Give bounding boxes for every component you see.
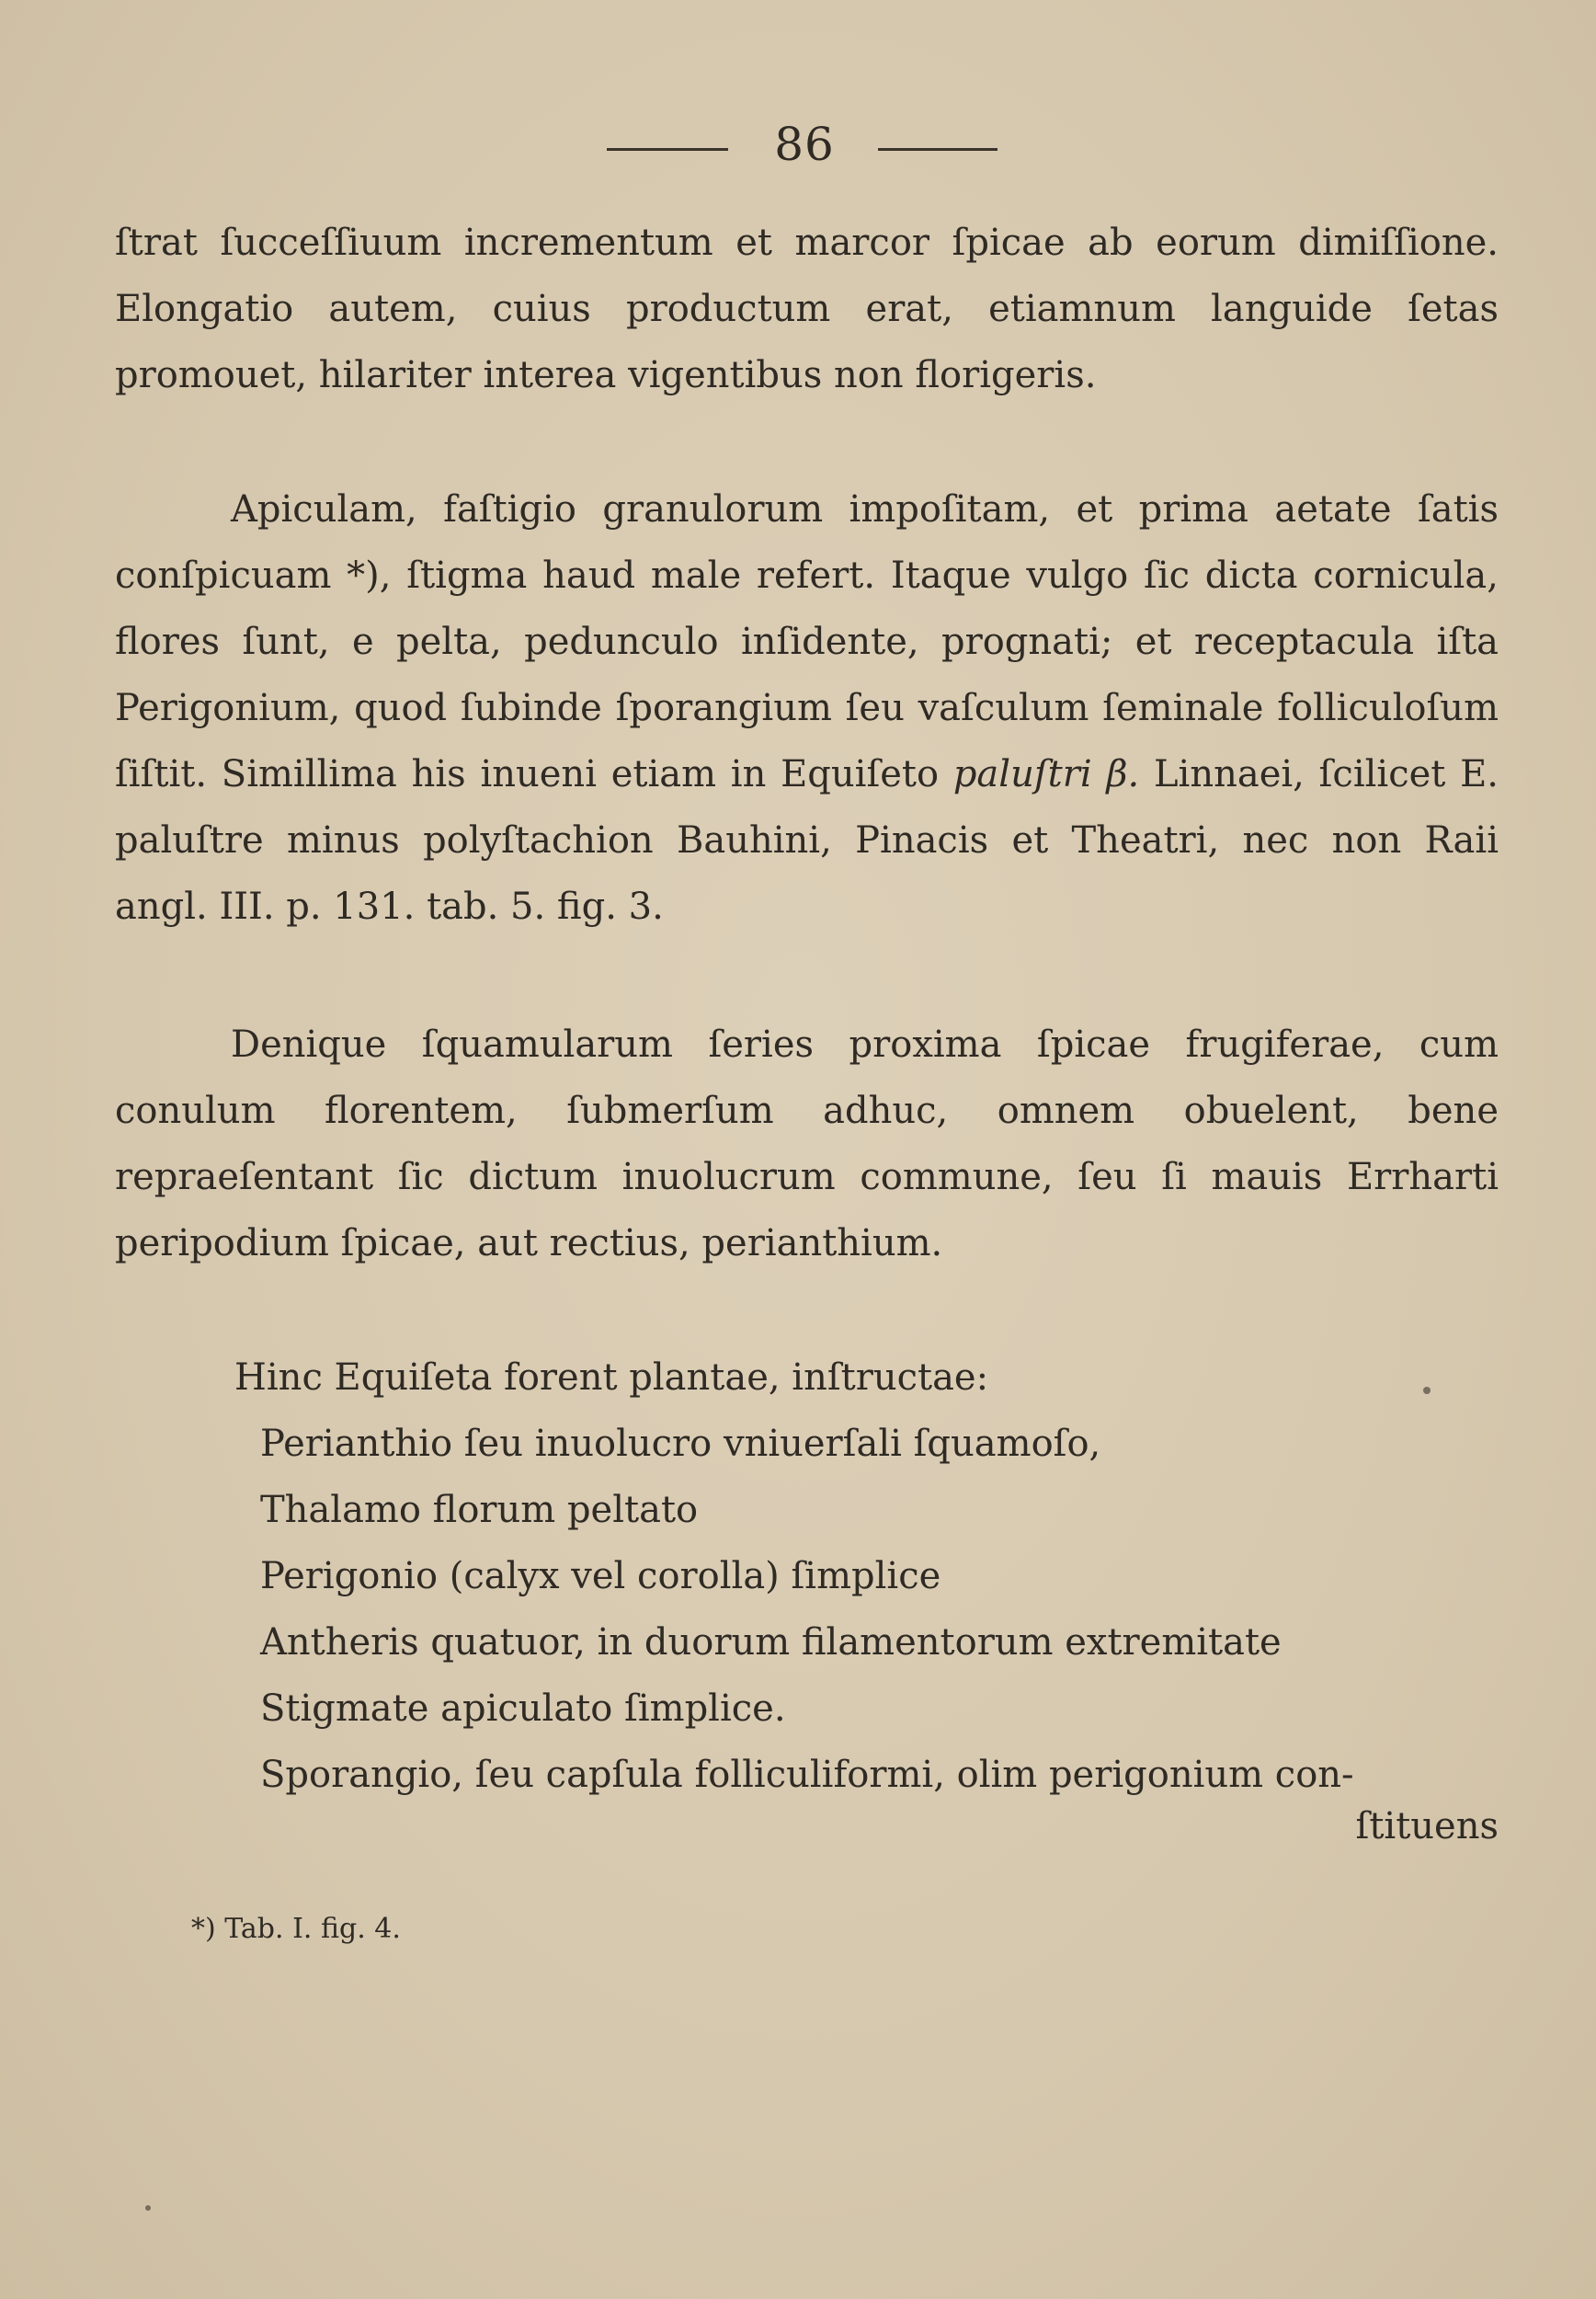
characteristics-list: [115, 1411, 1499, 1808]
page-header: [0, 118, 1596, 182]
ink-speck: [145, 2205, 151, 2211]
list-item: Antheris quatuor, in duorum filamentorum extremitate: [260, 1621, 1282, 1664]
header-rule-right: [878, 148, 998, 151]
list-intro: Hinc Equiſeta forent plantae, inſtructae:: [234, 1356, 989, 1399]
list-item: Sporangio, ſeu capſula folliculiformi, olim perigonium con-: [260, 1754, 1354, 1796]
paragraph-2-text-b: Linnaei, ſcilicet E. paluſtre minus polyſtachion Bauhini, Pinacis et Theatri, nec non Raii angl. III. p. 131. tab. 5. fig. 3.: [115, 753, 1499, 928]
paragraph-gap: [115, 940, 1499, 1012]
paragraph-1: ſtrat ſucceſſiuum incrementum et marcor ſpicae ab eorum dimiſſione. Elongatio autem, cuius productum erat, etiamnum languide ſetas promouet, hilariter interea vigentibus non florigeris.: [115, 222, 1499, 396]
list-item: Perigonio (calyx vel corolla) ſimplice: [260, 1555, 941, 1597]
page-number: 86: [774, 118, 835, 171]
list-item: Perianthio ſeu inuolucro vniuerſali ſquamoſo,: [260, 1423, 1101, 1465]
header-rule-left: [607, 148, 728, 151]
paragraph-gap: [115, 408, 1499, 476]
list-continuation: ſtituens: [1355, 1805, 1499, 1847]
paragraph-gap: [115, 1276, 1499, 1344]
paragraph-2-text-a: Apiculam, faſtigio granulorum impoſitam, et prima aetate ſatis conſpicuam *), ſtigma haud male refert. Itaque vulgo ſic dicta cornicula, flores ſunt, e pelta, pedunculo inſidente, prognati; et receptacula iſta Perigonium, quod ſubinde ſporangium ſeu vaſculum ſeminale folliculoſum ſiſtit. Simillima his inueni etiam in Equiſeto: [115, 488, 1499, 795]
paragraph-2-italic: paluſtri β.: [952, 753, 1140, 795]
paragraph-2: [115, 476, 1499, 940]
ink-speck: [1423, 1387, 1431, 1394]
list-item: Thalamo florum peltato: [260, 1489, 699, 1531]
list-item: Stigmate apiculato ſimplice.: [260, 1687, 786, 1730]
paragraph-3: Denique ſquamularum ſeries proxima ſpicae frugiferae, cum conulum florentem, ſubmerſum adhuc, omnem obuelent, bene repraeſentant ſic dictum inuolucrum commune, ſeu ſi mauis Errharti peripodium ſpicae, aut rectius, perianthium.: [115, 1024, 1499, 1264]
body-text: [115, 210, 1499, 1854]
footnote: *) Tab. I. fig. 4.: [191, 1913, 401, 1945]
